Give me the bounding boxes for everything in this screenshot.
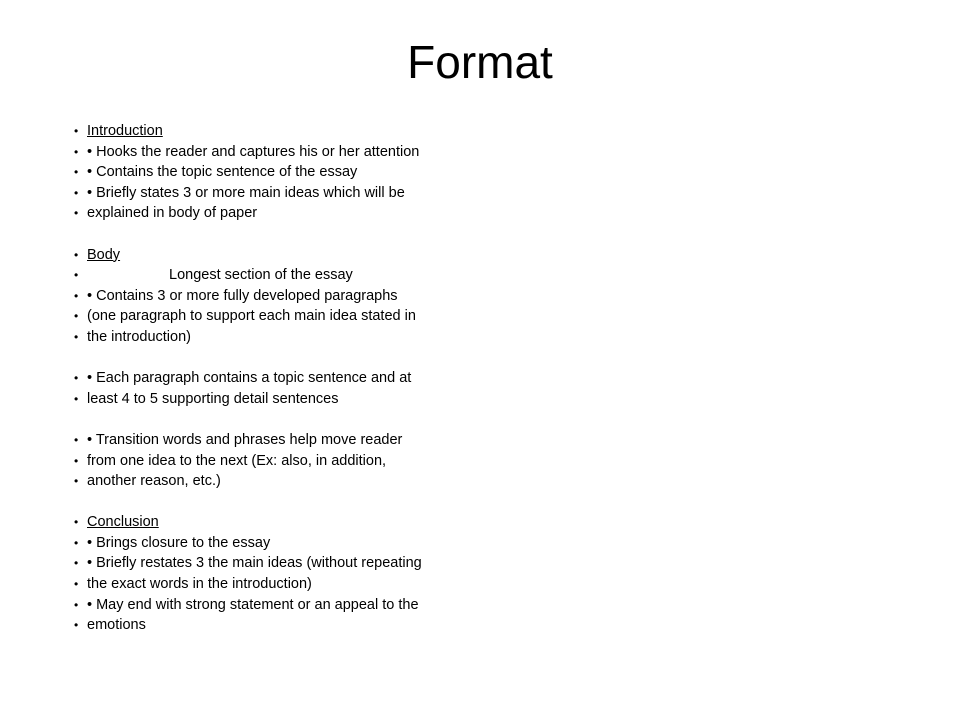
bullet-icon: •	[74, 329, 79, 344]
list-item	[74, 265, 894, 286]
list-item	[74, 512, 894, 533]
list-item	[74, 471, 894, 492]
bullet-icon: •	[74, 247, 79, 262]
bullet-icon: •	[74, 432, 79, 447]
bullet-icon: •	[74, 535, 79, 550]
list-item	[74, 121, 894, 142]
bullet-icon: •	[74, 268, 79, 283]
list-item	[74, 615, 894, 636]
bullet-icon: •	[74, 309, 79, 324]
list-item-text: least 4 to 5 supporting detail sentences	[87, 390, 339, 407]
bullet-icon: •	[74, 288, 79, 303]
list-item-text: • Hooks the reader and captures his or her attention	[87, 143, 420, 160]
bullet-icon: •	[74, 515, 79, 530]
bullet-icon: •	[74, 165, 79, 180]
section-heading-conclusion: Conclusion	[87, 514, 159, 531]
section-heading-body: Body	[87, 246, 121, 263]
bullet-icon: •	[74, 206, 79, 221]
list-item-text: • Transition words and phrases help move reader	[87, 431, 403, 448]
bullet-icon: •	[74, 597, 79, 612]
list-item-text: • Contains 3 or more fully developed paragraphs	[87, 287, 398, 304]
list-item	[74, 368, 894, 389]
bullet-icon: •	[74, 577, 79, 592]
list-item	[74, 327, 894, 348]
bullet-icon: •	[74, 391, 79, 406]
section-heading-introduction: Introduction	[87, 123, 163, 139]
list-item	[74, 162, 894, 183]
list-item	[74, 553, 894, 574]
bullet-icon: •	[74, 185, 79, 200]
list-item	[74, 306, 894, 327]
list-item	[74, 451, 894, 472]
bullet-icon: •	[74, 474, 79, 489]
list-item-text: the exact words in the introduction)	[87, 576, 312, 593]
list-item-text: the introduction)	[87, 328, 191, 345]
list-item	[74, 286, 894, 307]
list-item-text: • May end with strong statement or an appeal to the	[87, 596, 419, 613]
bullet-list	[74, 121, 894, 636]
list-item-text: • Briefly states 3 or more main ideas which will be	[87, 184, 405, 201]
list-item-text: • Brings closure to the essay	[87, 534, 271, 551]
bullet-icon: •	[74, 618, 79, 633]
slide-title: Format	[407, 36, 553, 88]
bullet-icon: •	[74, 371, 79, 386]
bullet-icon: •	[74, 453, 79, 468]
list-item	[74, 430, 894, 451]
list-item-text: from one idea to the next (Ex: also, in addition,	[87, 452, 387, 469]
list-item	[74, 595, 894, 616]
list-item-text: • Briefly restates 3 the main ideas (without repeating	[87, 555, 422, 572]
list-item	[74, 574, 894, 595]
list-item	[74, 245, 894, 266]
list-item	[74, 183, 894, 204]
bullet-icon: •	[74, 556, 79, 571]
list-item-text: explained in body of paper	[87, 205, 258, 222]
list-item-text: emotions	[87, 617, 146, 634]
list-item	[74, 533, 894, 554]
list-item	[74, 389, 894, 410]
list-item-text: another reason, etc.)	[87, 473, 221, 490]
bullet-icon: •	[74, 144, 79, 159]
list-item-text: (one paragraph to support each main idea stated in	[87, 308, 416, 325]
list-item-text: • Contains the topic sentence of the essay	[87, 164, 358, 181]
list-item-text: • Each paragraph contains a topic sentence and at	[87, 370, 412, 387]
list-item	[74, 142, 894, 163]
list-item-text: Longest section of the essay	[169, 267, 353, 284]
list-item	[74, 203, 894, 224]
bullet-icon: •	[74, 124, 79, 138]
